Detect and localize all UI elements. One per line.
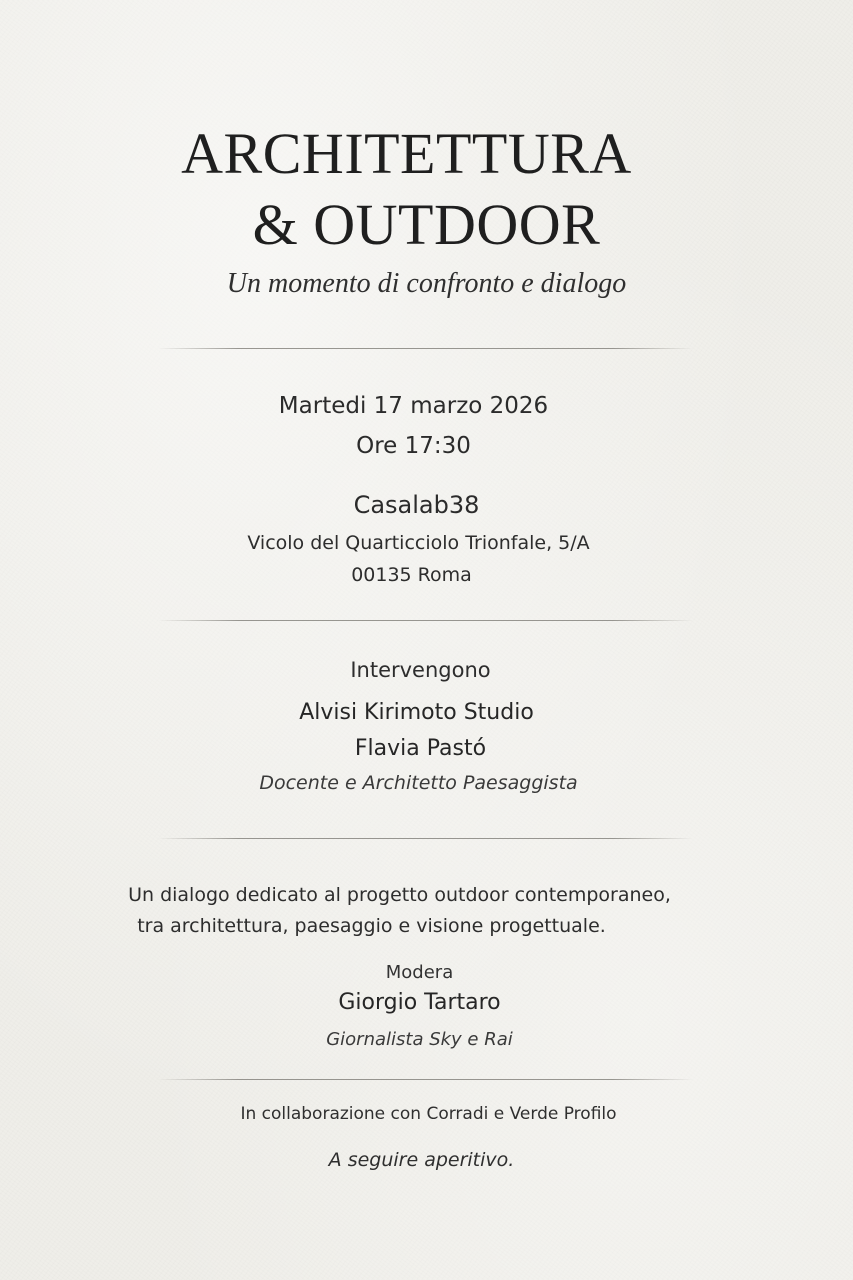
divider-2 (158, 620, 693, 621)
divider-3 (158, 838, 693, 839)
divider-4 (158, 1079, 693, 1080)
aperitivo-note: A seguire aperitivo. (328, 1149, 515, 1171)
speakers-label: Intervengono (350, 658, 491, 682)
moderator-label: Modera (385, 962, 454, 983)
venue-address: Vicolo del Quarticciolo Trionfale, 5/A (247, 532, 590, 554)
description-line-1: Un dialogo dedicato al progetto outdoor contemporaneo, (128, 884, 671, 906)
event-date: Martedi 17 marzo 2026 (278, 393, 549, 419)
speaker-name: Flavia Pastó (354, 736, 487, 761)
title-line-2: & OUTDOOR (252, 192, 601, 257)
title-line-1: ARCHITETTURA (181, 121, 632, 186)
speaker-name: Alvisi Kirimoto Studio (299, 700, 534, 725)
moderator-name: Giorgio Tartaro (338, 990, 501, 1015)
subtitle: Un momento di confronto e dialogo (226, 268, 627, 299)
venue-name: Casalab38 (353, 491, 480, 519)
moderator-role: Giornalista Sky e Rai (326, 1029, 513, 1050)
description-line-2: tra architettura, paesaggio e visione progettuale. (137, 915, 606, 937)
speaker-role: Docente e Architetto Paesaggista (259, 772, 578, 794)
venue-city: 00135 Roma (351, 564, 472, 586)
divider-1 (158, 348, 693, 349)
event-time: Ore 17:30 (356, 433, 471, 459)
collaboration-note: In collaborazione con Corradi e Verde Profilo (240, 1104, 617, 1124)
